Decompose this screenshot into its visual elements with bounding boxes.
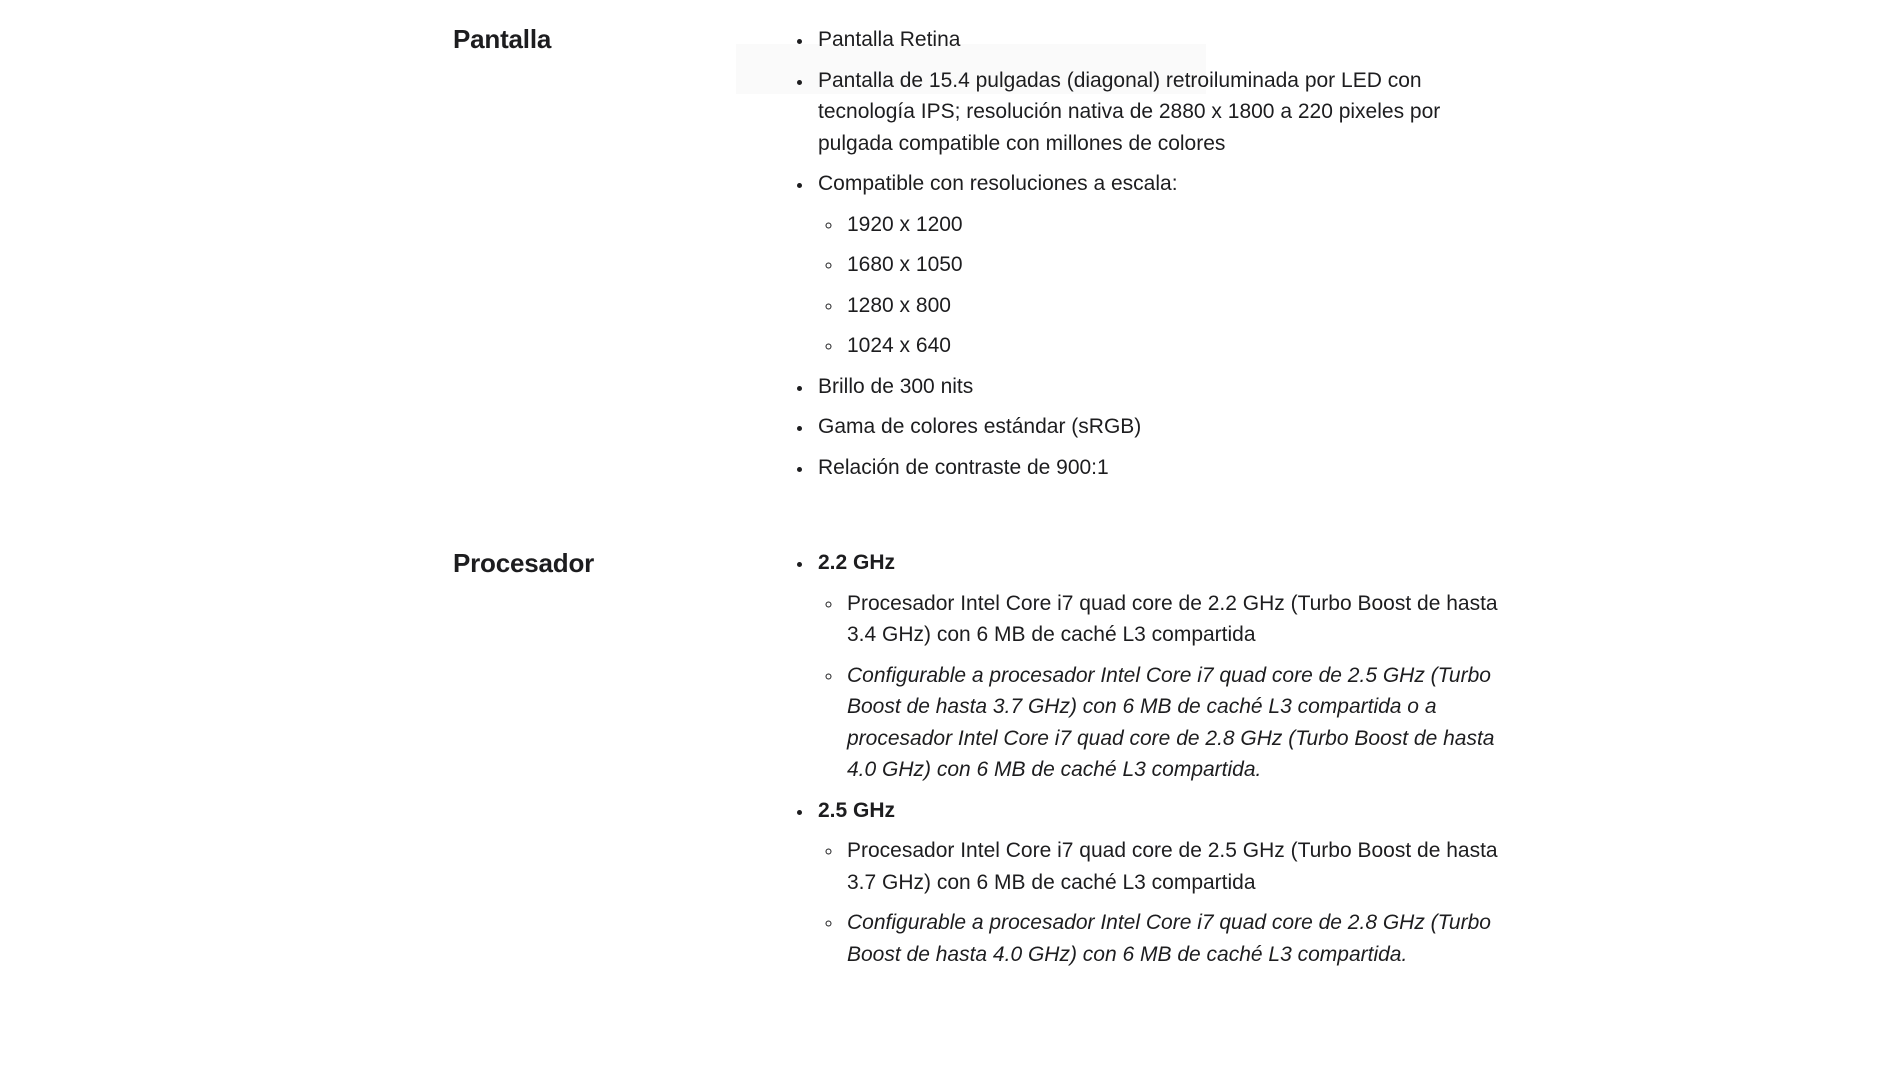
resolution-value: 1280 x 800	[847, 293, 951, 317]
processor-base-spec: Procesador Intel Core i7 quad core de 2.5 GHz (Turbo Boost de hasta 3.7 GHz) con 6 MB de caché L3 compartida	[847, 839, 1498, 894]
list-item	[814, 371, 1514, 403]
spec-text: Brillo de 300 nits	[818, 374, 974, 398]
resolution-value: 1680 x 1050	[847, 253, 963, 276]
processor-option-details	[818, 588, 1514, 786]
processor-section-title: Procesador	[453, 548, 595, 578]
resolution-value: 1920 x 1200	[847, 212, 963, 236]
processor-option-label: 2.2 GHz	[818, 551, 896, 574]
list-item	[843, 330, 1514, 362]
list-item	[843, 660, 1514, 786]
list-item	[814, 168, 1514, 362]
processor-spec-list	[794, 547, 1514, 979]
processor-configurable-spec: Configurable a procesador Intel Core i7 quad core de 2.8 GHz (Turbo Boost de hasta 4.0 GHz) con 6 MB de caché L3 compartida.	[847, 911, 1491, 966]
spec-text: Pantalla Retina	[818, 28, 961, 51]
list-item	[843, 249, 1514, 281]
display-spec-list	[794, 24, 1514, 492]
list-item	[843, 209, 1514, 241]
display-section-title: Pantalla	[453, 24, 552, 54]
processor-option-label: 2.5 GHz	[818, 798, 896, 822]
spec-text: Relación de contraste de 900:1	[818, 455, 1109, 479]
spec-text: Pantalla de 15.4 pulgadas (diagonal) retroiluminada por LED con tecnología IPS; resolución nativa de 2880 x 1800 a 220 pixeles por pulgada compatible con millones de colores	[818, 68, 1441, 155]
list-item	[843, 588, 1514, 651]
processor-base-spec: Procesador Intel Core i7 quad core de 2.2 GHz (Turbo Boost de hasta 3.4 GHz) con 6 MB de caché L3 compartida	[847, 591, 1498, 646]
processor-option-details	[818, 835, 1514, 970]
processor-configurable-spec: Configurable a procesador Intel Core i7 quad core de 2.5 GHz (Turbo Boost de hasta 3.7 GHz) con 6 MB de caché L3 compartida o a procesador Intel Core i7 quad core de 2.8 GHz (Turbo Boost de hasta 4.0 GHz) con 6 MB de caché L3 compartida.	[847, 663, 1495, 781]
list-item	[843, 290, 1514, 322]
resolution-value: 1024 x 640	[847, 334, 951, 357]
spec-text: Gama de colores estándar (sRGB)	[818, 415, 1142, 438]
spec-text: Compatible con resoluciones a escala:	[818, 172, 1178, 195]
list-item	[843, 907, 1514, 970]
list-item	[814, 65, 1514, 160]
list-item	[843, 835, 1514, 898]
scaled-resolutions-list	[818, 209, 1514, 362]
list-item	[814, 411, 1514, 443]
list-item	[814, 547, 1514, 786]
list-item	[814, 795, 1514, 971]
list-item	[814, 452, 1514, 484]
list-item	[814, 24, 1514, 56]
